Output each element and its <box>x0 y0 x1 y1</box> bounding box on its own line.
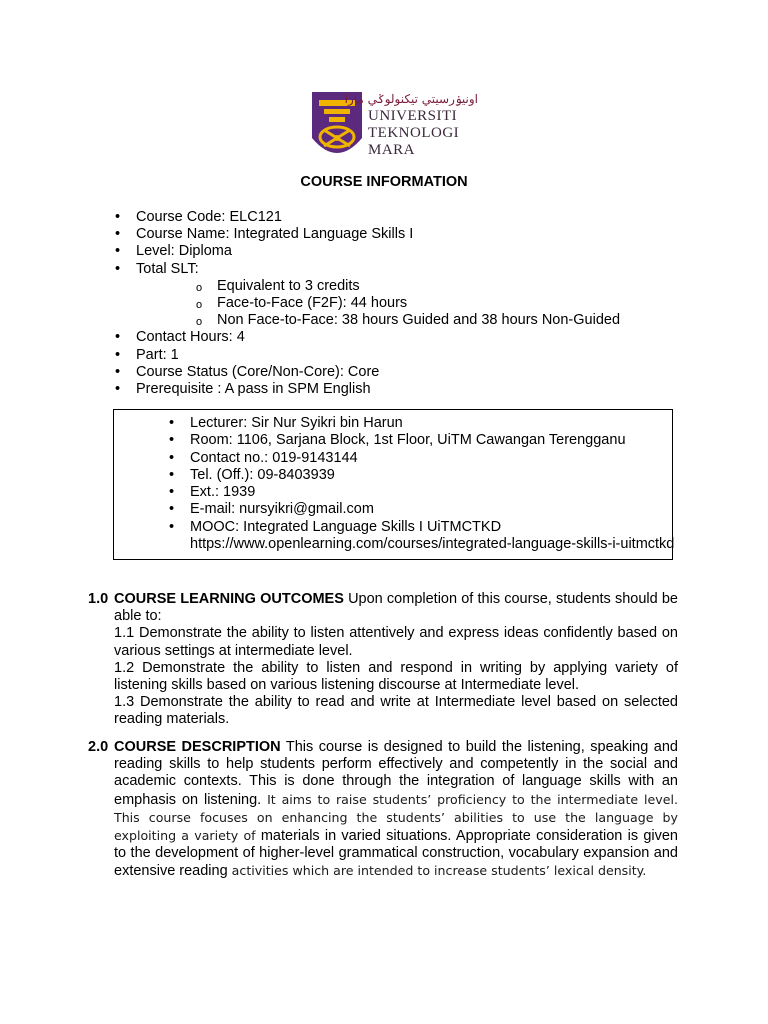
lecturer-tel: • Tel. (Off.): 09-8403939 <box>169 467 674 484</box>
slt-sublist <box>136 278 620 330</box>
total-slt <box>115 261 620 330</box>
course-level: • Level: Diploma <box>115 243 620 260</box>
course-code: • Course Code: ELC121 <box>115 209 620 226</box>
prerequisite: • Prerequisite : A pass in SPM English <box>115 381 620 398</box>
contact-hours: • Contact Hours: 4 <box>115 329 620 346</box>
section-number: 1.0 <box>88 591 109 607</box>
description-text: activities which are intended to increase students’ lexical density. <box>227 863 647 879</box>
outcome-item: 1.1 Demonstrate the ability to listen attentively and express ideas confidently based on various settings at intermediate level. <box>114 625 678 659</box>
page-title: COURSE INFORMATION <box>300 174 468 190</box>
total-slt-label: Total SLT: <box>136 260 199 277</box>
lecturer-email[interactable]: • E-mail: nursyikri@gmail.com <box>169 501 674 518</box>
course-learning-outcomes <box>88 591 678 729</box>
lecturer-ext: • Ext.: 1939 <box>169 484 674 501</box>
lecturer-contact: • Contact no.: 019-9143144 <box>169 450 674 467</box>
slt-item: o Equivalent to 3 credits <box>196 278 620 295</box>
description-text: materials in varied situations. Appropriate consideration is given to the development of higher-level grammatical construction, vocabulary expansion and extensive reading <box>114 828 678 880</box>
description-text: It aims to raise students’ proficiency to the intermediate level. This course focuses on enhancing the students’ abilities to use the language by exploiting a variety of <box>114 791 678 844</box>
slt-item: o Non Face-to-Face: 38 hours Guided and 38 hours Non-Guided <box>196 312 620 329</box>
lecturer-room: • Room: 1106, Sarjana Block, 1st Floor, UiTM Cawangan Terengganu <box>169 432 674 449</box>
outcome-item: 1.2 Demonstrate the ability to listen and respond in writing by applying variety of listening skills based on various listening discourse at Intermediate level. <box>114 659 678 694</box>
university-logo <box>312 92 482 170</box>
logo-text-line-1: UNIVERSITI <box>368 108 458 124</box>
section-intro: Upon completion of this course, students should be able to: <box>114 591 678 625</box>
course-part: • Part: 1 <box>115 347 620 364</box>
outcome-item: 1.3 Demonstrate the ability to read and write at Intermediate level based on selected reading materials. <box>114 694 678 728</box>
section-heading: COURSE LEARNING OUTCOMES <box>114 591 344 607</box>
lecturer-info-list <box>169 415 674 553</box>
mooc-title: • MOOC: Integrated Language Skills I UiTMCTKD <box>169 519 674 536</box>
course-info-list <box>115 209 620 398</box>
lecturer-name: • Lecturer: Sir Nur Syikri bin Harun <box>169 415 674 432</box>
section-number: 2.0 <box>88 739 109 755</box>
mooc-link[interactable]: https://www.openlearning.com/courses/integrated-language-skills-i-uitmctkd <box>190 536 675 553</box>
logo-text-line-2: TEKNOLOGI <box>368 125 460 141</box>
course-status: • Course Status (Core/Non-Core): Core <box>115 364 620 381</box>
description-text: This course is designed to build the listening, speaking and reading skills to help students perform effectively and competently in the social and academic contexts. This is done through the integration of language skills with an emphasis on listening. <box>114 739 678 808</box>
course-description <box>88 739 678 881</box>
slt-item: o Face-to-Face (F2F): 44 hours <box>196 295 620 312</box>
lecturer-info-box <box>113 409 673 560</box>
course-name: • Course Name: Integrated Language Skills I <box>115 226 620 243</box>
logo-text-line-3: MARA <box>368 142 416 158</box>
section-heading: COURSE DESCRIPTION <box>114 739 281 755</box>
logo-jawi-text: اونيۏرسيتي تيكنولوݢي مارا <box>344 92 478 106</box>
